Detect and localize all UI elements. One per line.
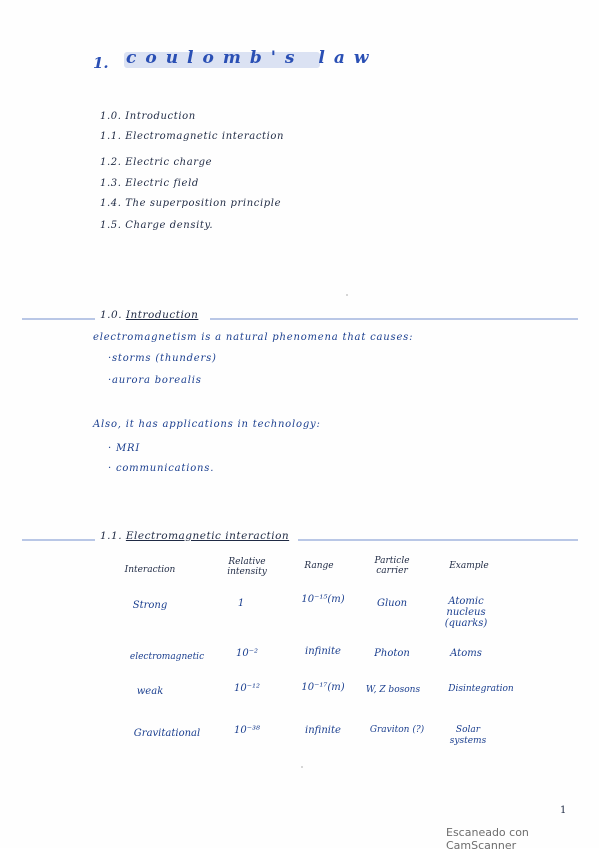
- table-cell-example: Disintegration: [448, 684, 514, 694]
- table-cell-intensity: 1: [237, 598, 245, 609]
- scanner-watermark: Escaneado con CamScanner: [446, 826, 529, 852]
- section-rule-right: [298, 539, 578, 541]
- table-cell-interaction: Gravitational: [133, 728, 201, 739]
- bullet-item: ·storms (thunders): [108, 353, 217, 364]
- toc-item: 1.2. Electric charge: [100, 157, 213, 168]
- toc-item: 1.3. Electric field: [100, 178, 199, 189]
- table-cell-intensity: 10⁻¹²: [233, 683, 261, 694]
- table-cell-range: infinite: [305, 646, 341, 657]
- table-cell-intensity: 10⁻³⁸: [233, 725, 261, 736]
- table-cell-interaction: Strong: [132, 600, 168, 611]
- table-header-interaction: Interaction: [124, 565, 176, 575]
- toc-item: 1.0. Introduction: [100, 111, 196, 122]
- table-cell-example: Atomic nucleus (quarks): [444, 596, 488, 629]
- bullet-item: · MRI: [108, 443, 141, 454]
- section-number: 1.0.: [100, 309, 123, 321]
- table-cell-carrier: Gluon: [376, 598, 408, 609]
- speck: [346, 294, 348, 296]
- table-cell-interaction: electromagnetic: [129, 652, 205, 662]
- table-cell-intensity: 10⁻²: [235, 648, 258, 659]
- section-rule-left: [22, 318, 95, 320]
- bullet-item: · communications.: [108, 463, 215, 474]
- table-cell-carrier: Graviton (?): [369, 725, 425, 735]
- table-cell-carrier: W, Z bosons: [365, 685, 421, 695]
- applications-line: Also, it has applications in technology:: [93, 419, 321, 430]
- section-title: Electromagnetic interaction: [125, 530, 290, 542]
- page-title: coulomb's law: [126, 48, 378, 68]
- speck: [301, 766, 303, 768]
- toc-item: 1.1. Electromagnetic interaction: [100, 131, 285, 142]
- section-heading-intro: [100, 309, 198, 321]
- section-heading-em: [100, 530, 289, 542]
- table-cell-range: 10⁻¹⁵(m): [301, 594, 345, 605]
- table-header-carrier: Particle carrier: [374, 556, 410, 576]
- table-cell-range: infinite: [305, 725, 341, 736]
- table-header-range: Range: [304, 561, 334, 571]
- section-title: Introduction: [125, 309, 199, 321]
- table-cell-carrier: Photon: [374, 648, 410, 659]
- section-rule-left: [22, 539, 95, 541]
- table-cell-interaction: weak: [136, 686, 164, 697]
- bullet-item: ·aurora borealis: [108, 375, 202, 386]
- table-cell-range: 10⁻¹⁷(m): [301, 682, 345, 693]
- table-cell-example: Solar systems: [449, 725, 487, 746]
- page-number: 1: [560, 805, 567, 816]
- section-number: 1.1.: [100, 530, 123, 542]
- title-number: 1.: [93, 54, 109, 72]
- intro-line: electromagnetism is a natural phenomena that causes:: [93, 332, 414, 343]
- section-rule-right: [210, 318, 578, 320]
- toc-item: 1.4. The superposition principle: [100, 198, 282, 209]
- table-cell-example: Atoms: [450, 648, 482, 659]
- toc-item: 1.5. Charge density.: [100, 220, 214, 231]
- table-header-intensity: Relative intensity: [227, 557, 267, 577]
- table-header-example: Example: [449, 561, 489, 571]
